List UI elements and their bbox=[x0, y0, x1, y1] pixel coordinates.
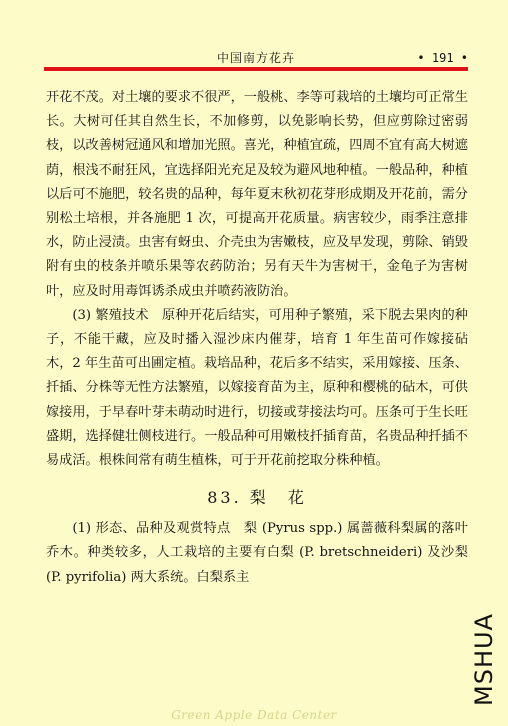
side-watermark: MSHUA bbox=[470, 613, 498, 707]
footer-watermark: Green Apple Data Center bbox=[171, 708, 337, 722]
running-title: 中国南方花卉 bbox=[216, 51, 295, 65]
section-heading: 83. 梨 花 bbox=[207, 488, 307, 508]
body-text bbox=[46, 86, 468, 590]
paragraph-propagation: (3) 繁殖技术 原种开花后结实，可用种子繁殖，采下脱去果肉的种子，不能干藏，应及时播入湿沙床内催芽，培育 1 年生苗可作嫁接砧木，2 年生苗可出圃定植。栽培品种，花后多不结实，采用嫁接、压条、扦插、分株等无性方法繁殖，以嫁接育苗为主，原种和樱桃的砧木，可供嫁接用，于早春叶芽未萌动时进行，切接或芽接法均可。压条可于生长旺盛期，选择健壮侧枝进行。一般品种可用嫩枝扦插育苗，名贵品种扦插不易成活。根株间常有萌生植株，可于开花前挖取分株种植。 bbox=[46, 307, 468, 469]
paragraph-cultivation: 开花不茂。对土壤的要求不很严，一般桃、李等可栽培的土壤均可正常生长。大树可任其自然生长，不加修剪，以免影响长势，但应剪除过密弱枝，以改善树冠通风和增加光照。喜光，种植宜疏，四周不宜有高大树遮荫，根浅不耐狂风，宜选择阳光充足及较为避风地种植。一般品种，种植以后可不施肥，较名贵的品种，每年夏末秋初花芽形成期及开花前，需分别松土培根，并各施肥 1 次，可提高开花质量。病害较少，雨季注意排水，防止浸渍。虫害有蚜虫、介壳虫为害嫩枝，应及早发现，剪除、销毁附有虫的枝条并喷乐果等农药防治；另有天牛为害树干，金龟子为害树叶，应及时用毒饵诱杀成虫并喷药液防治。 bbox=[46, 90, 468, 299]
paragraph-pear-morphology: (1) 形态、品种及观赏特点 梨 (Pyrus spp.) 属蔷薇科梨属的落叶乔木。种类较多，人工栽培的主要有白梨 (P. bretschneideri) 及沙梨 (P. pyrifolia) 两大系统。白梨系主 bbox=[46, 521, 468, 585]
page-number: • 191 • bbox=[417, 51, 468, 65]
page-header bbox=[44, 50, 468, 68]
header-rule bbox=[44, 67, 468, 71]
